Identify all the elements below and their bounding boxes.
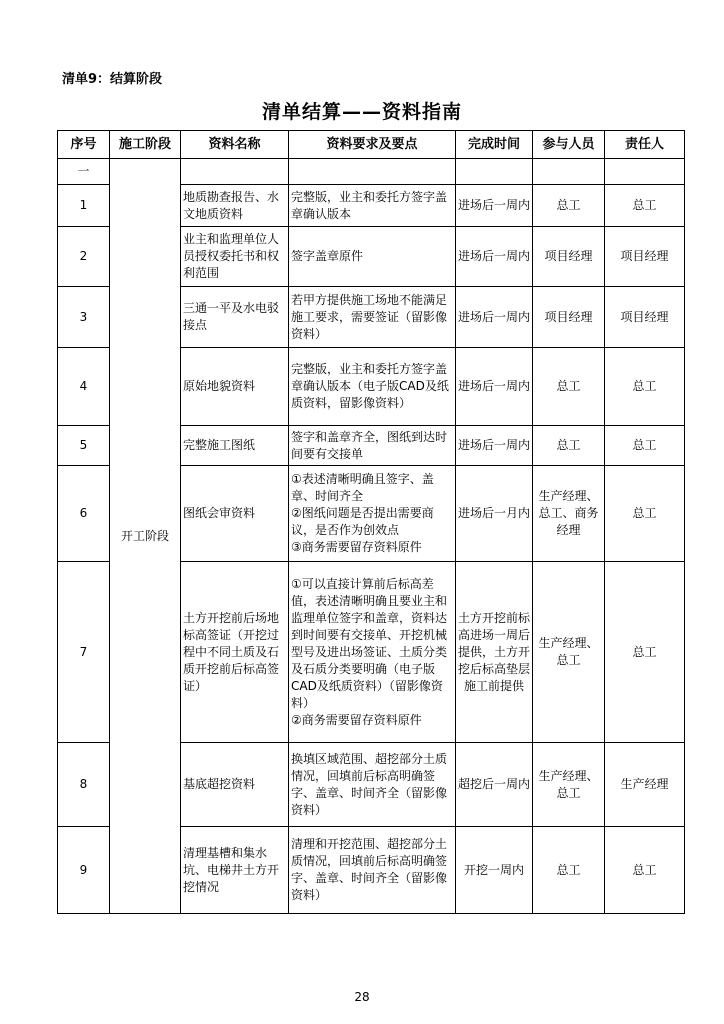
- row-participants: 项目经理: [533, 227, 605, 287]
- row-participants: 总工: [533, 426, 605, 466]
- header-time: 完成时间: [456, 131, 533, 159]
- row-no: 8: [58, 743, 110, 827]
- row-name: 图纸会审资料: [181, 466, 289, 562]
- row-requirements: ①可以直接计算前后标高差值，表述清晰明确且要业主和监理单位签字和盖章，资料达到时间要有交接单、开挖机械型号及进出场签证、土质分类及石质分类要明确（电子版CAD及纸质资料）（留影像资料） ②商务需要留存资料原件: [289, 562, 456, 743]
- row-owner: 项目经理: [605, 227, 685, 287]
- row-no: 4: [58, 348, 110, 426]
- row-owner: 总工: [605, 466, 685, 562]
- row-no: 2: [58, 227, 110, 287]
- row-time: 进场后一月内: [456, 466, 533, 562]
- row-time: 超挖后一周内: [456, 743, 533, 827]
- row-participants: 总工: [533, 827, 605, 914]
- row-no: 9: [58, 827, 110, 914]
- section-row: [58, 159, 685, 185]
- row-requirements: 清理和开挖范围、超挖部分土质情况，回填前后标高明确签字、盖章、时间齐全（留影像资料）: [289, 827, 456, 914]
- row-requirements: 签字和盖章齐全，图纸到达时间要有交接单: [289, 426, 456, 466]
- row-requirements: 换填区域范围、超挖部分土质情况，回填前后标高明确签字、盖章、时间齐全（留影像资料）: [289, 743, 456, 827]
- row-participants: 总工: [533, 348, 605, 426]
- row-participants: 生产经理、总工: [533, 743, 605, 827]
- row-name: 地质勘查报告、水文地质资料: [181, 185, 289, 227]
- row-time: 进场后一周内: [456, 287, 533, 348]
- row-requirements: 若甲方提供施工场地不能满足施工要求，需要签证（留影像资料）: [289, 287, 456, 348]
- header-no: 序号: [58, 131, 110, 159]
- stage-cell: 开工阶段: [110, 159, 181, 914]
- row-no: 5: [58, 426, 110, 466]
- row-requirements: 完整版，业主和委托方签字盖章确认版本（电子版CAD及纸质资料，留影像资料）: [289, 348, 456, 426]
- header-owner: 责任人: [605, 131, 685, 159]
- guide-table: [57, 130, 685, 914]
- row-name: 三通一平及水电驳接点: [181, 287, 289, 348]
- section-label: 一: [58, 159, 110, 185]
- row-owner: 总工: [605, 827, 685, 914]
- row-participants: 生产经理、总工、商务经理: [533, 466, 605, 562]
- row-no: 6: [58, 466, 110, 562]
- header-row: [58, 131, 685, 159]
- row-no: 7: [58, 562, 110, 743]
- document-title: 清单结算——资料指南: [261, 101, 462, 123]
- row-owner: 总工: [605, 562, 685, 743]
- row-name: 土方开挖前后场地标高签证（开挖过程中不同土质及石质开挖前后标高签证）: [181, 562, 289, 743]
- row-time: 开挖一周内: [456, 827, 533, 914]
- row-name: 基底超挖资料: [181, 743, 289, 827]
- row-name: 业主和监理单位人员授权委托书和权利范围: [181, 227, 289, 287]
- header-name: 资料名称: [181, 131, 289, 159]
- row-owner: 总工: [605, 426, 685, 466]
- row-owner: 总工: [605, 348, 685, 426]
- section-title: 清单9：结算阶段: [62, 72, 163, 87]
- row-owner: 总工: [605, 185, 685, 227]
- row-name: 完整施工图纸: [181, 426, 289, 466]
- row-time: 进场后一周内: [456, 227, 533, 287]
- row-time: 进场后一周内: [456, 426, 533, 466]
- row-name: 清理基槽和集水坑、电梯井土方开挖情况: [181, 827, 289, 914]
- row-requirements: 完整版，业主和委托方签字盖章确认版本: [289, 185, 456, 227]
- row-owner: 项目经理: [605, 287, 685, 348]
- row-owner: 生产经理: [605, 743, 685, 827]
- row-participants: 生产经理、总工: [533, 562, 605, 743]
- row-no: 3: [58, 287, 110, 348]
- header-requirements: 资料要求及要点: [289, 131, 456, 159]
- header-participants: 参与人员: [533, 131, 605, 159]
- row-participants: 总工: [533, 185, 605, 227]
- row-no: 1: [58, 185, 110, 227]
- row-time: 进场后一周内: [456, 185, 533, 227]
- row-time: 进场后一周内: [456, 348, 533, 426]
- row-time: 土方开挖前标高进场一周后提供，土方开挖后标高垫层施工前提供: [456, 562, 533, 743]
- row-participants: 项目经理: [533, 287, 605, 348]
- header-stage: 施工阶段: [110, 131, 181, 159]
- row-requirements: 签字盖章原件: [289, 227, 456, 287]
- row-name: 原始地貌资料: [181, 348, 289, 426]
- page-number: 28: [354, 990, 370, 1004]
- row-requirements: ①表述清晰明确且签字、盖章、时间齐全 ②图纸问题是否提出需要商议，是否作为创效点 ③商务需要留存资料原件: [289, 466, 456, 562]
